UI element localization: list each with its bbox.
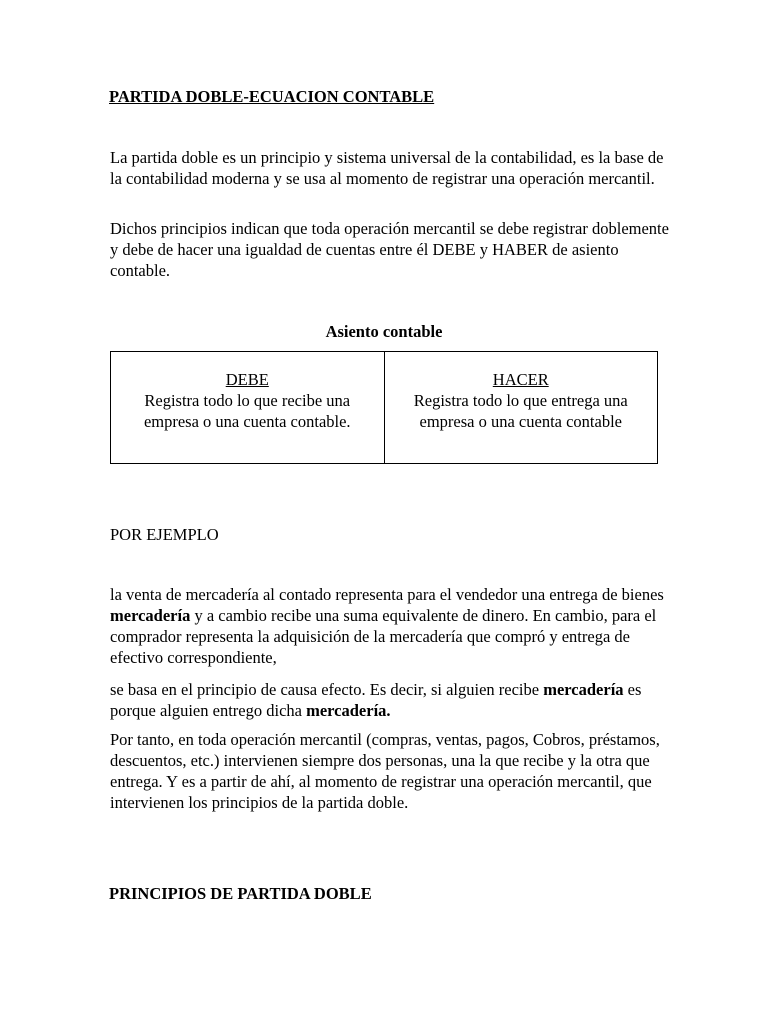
ejemplo-paragraph-1: [110, 584, 670, 668]
ejemplo-p2-bold-1: mercadería: [543, 680, 624, 699]
ejemplo-p2-text-b: es porque alguien entrego dicha: [110, 680, 642, 720]
ejemplo-p2-text-a: se basa en el principio de causa efecto. Es decir, si alguien recibe: [110, 680, 544, 699]
debe-description: Registra todo lo que recibe una empresa o una cuenta contable.: [143, 391, 351, 431]
ejemplo-p2-bold-2: mercadería.: [306, 701, 391, 720]
hacer-heading: HACER: [492, 370, 549, 389]
debe-column: [111, 352, 384, 463]
ejemplo-paragraph-3: Por tanto, en toda operación mercantil (compras, ventas, pagos, Cobros, préstamos, descuentos, etc.) intervienen siempre dos personas, una la que recibe y la otra que entrega. Y es a partir de ahí, al momento de registrar una operación mercantil, que intervienen los principios de la partida doble.: [110, 730, 660, 812]
ejemplo-heading: POR EJEMPLO: [110, 525, 219, 544]
ejemplo-p1-text-b: y a cambio recibe una suma equivalente de dinero. En cambio, para el comprador representa la adquisición de la mercadería que compró y entrega de efectivo correspondiente,: [110, 606, 657, 667]
ejemplo-p1-bold: mercadería: [110, 606, 191, 625]
hacer-column: [384, 352, 658, 463]
asiento-table-caption: Asiento contable: [325, 322, 443, 341]
intro-paragraph-2: Dichos principios indican que toda operación mercantil se debe registrar doblemente y debe de hacer una igualdad de cuentas entre él DEBE y HABER de asiento contable.: [110, 219, 669, 280]
intro-paragraph-1: La partida doble es un principio y sistema universal de la contabilidad, es la base de la contabilidad moderna y se usa al momento de registrar una operación mercantil.: [110, 148, 664, 188]
asiento-contable-table: [110, 351, 658, 464]
ejemplo-p1-text-a: la venta de mercadería al contado representa para el vendedor una entrega de bienes: [110, 585, 664, 604]
section-subtitle: PRINCIPIOS DE PARTIDA DOBLE: [109, 884, 372, 903]
document-title: PARTIDA DOBLE-ECUACION CONTABLE: [109, 87, 435, 106]
ejemplo-paragraph-2: [110, 679, 670, 721]
hacer-description: Registra todo lo que entrega una empresa o una cuenta contable: [413, 391, 628, 431]
debe-heading: DEBE: [225, 370, 269, 389]
